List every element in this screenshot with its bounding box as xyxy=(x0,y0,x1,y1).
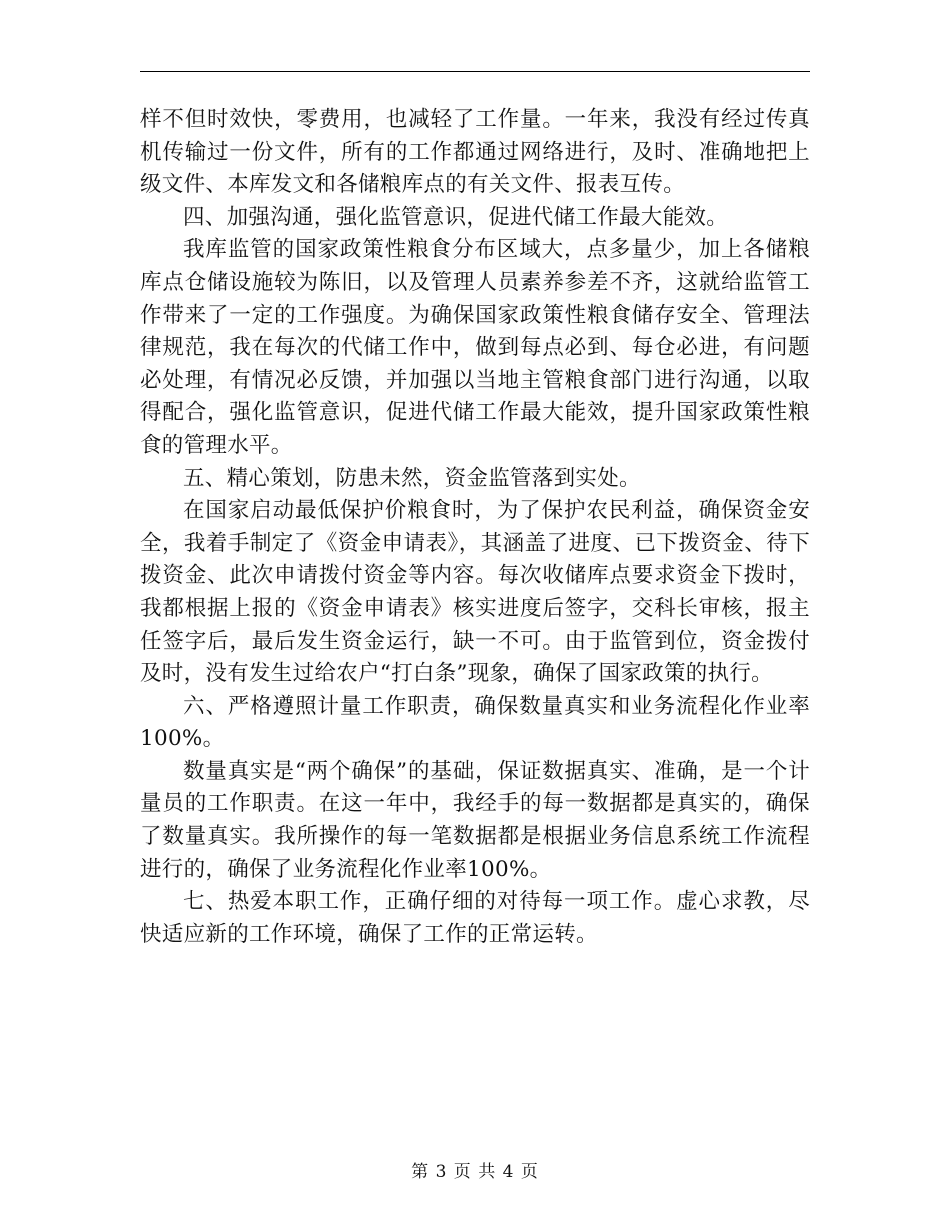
section-heading-4: 四、加强沟通，强化监管意识，促进代储工作最大能效。 xyxy=(183,204,729,230)
paragraph-section-5: 在国家启动最低保护价粮食时，为了保护农民利益，确保资金安全，我着手制定了《资金申请表》，其涵盖了进度、已下拨资金、待下拨资金、此次申请拨付资金等内容。每次收储库点要求资金下拨时，我都根据上报的《资金申请表》核实进度后签字，交科长审核，报主任签字后，最后发生资金运行，缺一不可。由于监管到位，资金拨付及时，没有发生过给农户“打白条”现象，确保了国家政策的执行。 xyxy=(140,498,810,687)
page-number: 第 3 页 共 4 页 xyxy=(411,1162,539,1182)
paragraph-section-4: 我库监管的国家政策性粮食分布区域大，点多量少，加上各储粮库点仓储设施较为陈旧，以及管理人员素养参差不齐，这就给监管工作带来了一定的工作强度。为确保国家政策性粮食储存安全、管理法律规范，我在每次的代储工作中，做到每点必到、每仓必进，有问题必处理，有情况必反馈，并加强以当地主管粮食部门进行沟通，以取得配合，强化监管意识，促进代储工作最大能效，提升国家政策性粮食的管理水平。 xyxy=(140,237,810,458)
section-heading-6: 六、严格遵照计量工作职责，确保数量真实和业务流程化作业率100%。 xyxy=(140,693,810,752)
section-heading-5: 五、精心策划，防患未然，资金监管落到实处。 xyxy=(183,465,641,491)
section-heading-7: 七、热爱本职工作，正确仔细的对待每一项工作。虚心求教，尽快适应新的工作环境，确保了工作的正常运转。 xyxy=(140,889,810,947)
paragraph-section-6: 数量真实是“两个确保”的基础，保证数据真实、准确，是一个计量员的工作职责。在这一年中，我经手的每一数据都是真实的，确保了数量真实。我所操作的每一笔数据都是根据业务信息系统工作流程进行的，确保了业务流程化作业率100%。 xyxy=(140,758,810,882)
paragraph-continuation: 样不但时效快，零费用，也减轻了工作量。一年来，我没有经过传真机传输过一份文件，所有的工作都通过网络进行，及时、准确地把上级文件、本库发文和各储粮库点的有关文件、报表互传。 xyxy=(140,107,810,198)
document-body xyxy=(140,104,810,951)
header-rule xyxy=(140,71,810,72)
